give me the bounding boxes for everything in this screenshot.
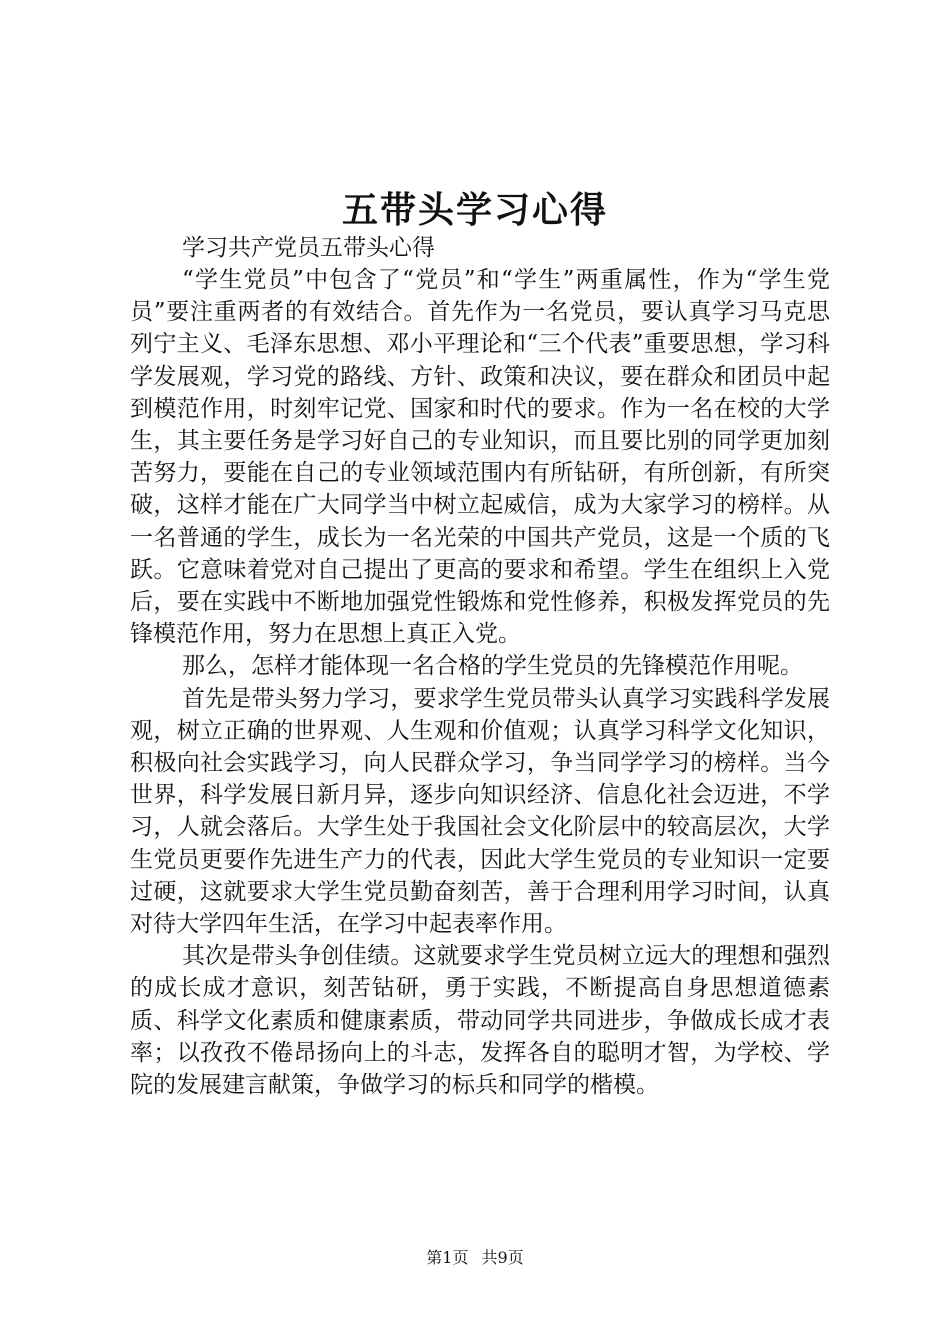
document-body (130, 232, 830, 1101)
paragraph-3: 首先是带头努力学习，要求学生党员带头认真学习实践科学发展观，树立正确的世界观、人生观和价值观；认真学习科学文化知识，积极向社会实践学习，向人民群众学习，争当同学学习的榜样。当今世界，科学发展日新月异，逐步向知识经济、信息化社会迈进，不学习，人就会落后。大学生处于我国社会文化阶层中的较高层次，大学生党员更要作先进生产力的代表，因此大学生党员的专业知识一定要过硬，这就要求大学生党员勤奋刻苦，善于合理利用学习时间，认真对待大学四年生活，在学习中起表率作用。 (130, 685, 830, 938)
paragraph-2: 那么，怎样才能体现一名合格的学生党员的先锋模范作用呢。 (182, 653, 803, 680)
document-title: 五带头学习心得 (341, 189, 608, 231)
paragraph-1: “学生党员”中包含了“党员”和“学生”两重属性，作为“学生党员”要注重两者的有效结合。首先作为一名党员，要认真学习马克思列宁主义、毛泽东思想、邓小平理论和“三个代表”重要思想，学习科学发展观，学习党的路线、方针、政策和决议，要在群众和团员中起到模范作用，时刻牢记党、国家和时代的要求。作为一名在校的大学生，其主要任务是学习好自己的专业知识，而且要比别的同学更加刻苦努力，要能在自己的专业领域范围内有所钻研，有所创新，有所突破，这样才能在广大同学当中树立起威信，成为大家学习的榜样。从一名普通的学生，成长为一名光荣的中国共产党员，这是一个质的飞跃。它意味着党对自己提出了更高的要求和希望。学生在组织上入党后，要在实践中不断地加强党性锻炼和党性修养，积极发挥党员的先锋模范作用，努力在思想上真正入党。 (130, 267, 830, 648)
page-total: 共9页 (481, 1248, 524, 1267)
document-subtitle: 学习共产党员五带头心得 (182, 235, 435, 261)
paragraph-4: 其次是带头争创佳绩。这就要求学生党员树立远大的理想和强烈的成长成才意识，刻苦钻研，勇于实践，不断提高自身思想道德素质、科学文化素质和健康素质，带动同学共同进步，争做成长成才表率；以孜孜不倦昂扬向上的斗志，发挥各自的聪明才智，为学校、学院的发展建言献策，争做学习的标兵和同学的楷模。 (130, 943, 830, 1099)
page-number: 第1页 (426, 1248, 469, 1267)
page-footer (0, 1245, 950, 1268)
